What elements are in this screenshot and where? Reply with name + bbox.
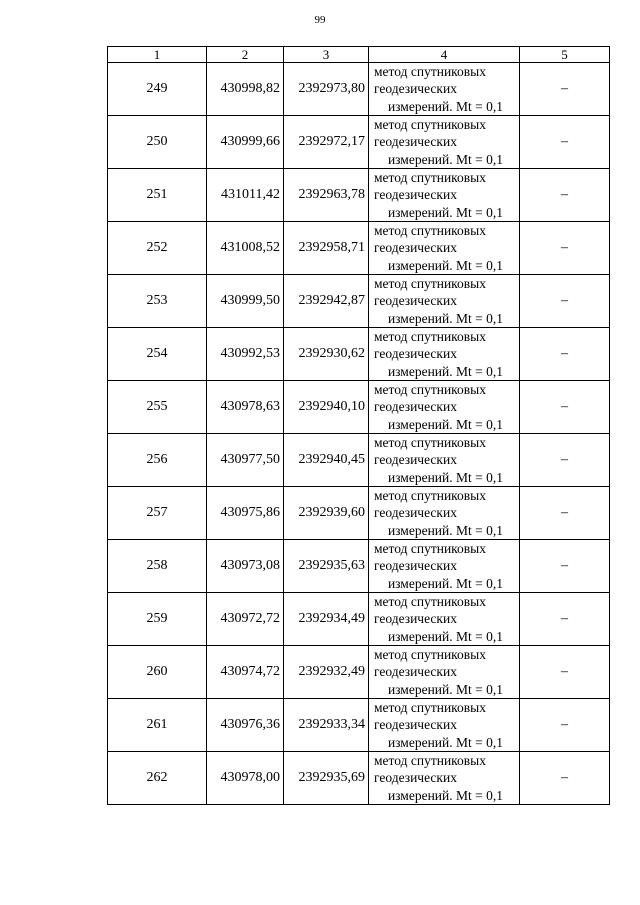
table-header-row <box>108 47 610 63</box>
point-number-cell: 253 <box>108 275 207 328</box>
point-number-cell: 254 <box>108 328 207 381</box>
table-row <box>108 434 610 487</box>
table-row <box>108 699 610 752</box>
method-line-1: метод спутниковых <box>374 541 486 556</box>
method-line-2: геодезических <box>374 187 457 203</box>
x-coordinate-cell: 430976,36 <box>207 699 284 752</box>
method-line-1: метод спутниковых <box>374 276 486 291</box>
method-line-1: метод спутниковых <box>374 117 486 132</box>
point-number-cell: 261 <box>108 699 207 752</box>
method-cell <box>369 699 520 752</box>
method-line-3: измерений. Mt = 0,1 <box>387 628 503 644</box>
method-line-3: измерений. Mt = 0,1 <box>387 787 503 803</box>
table-row <box>108 752 610 805</box>
method-line-2: геодезических <box>374 452 457 468</box>
table-row <box>108 275 610 328</box>
x-coordinate-cell: 430974,72 <box>207 646 284 699</box>
note-cell: – <box>520 328 610 381</box>
header-col-4: 4 <box>369 47 520 63</box>
method-cell <box>369 116 520 169</box>
point-number-cell: 257 <box>108 487 207 540</box>
method-line-3: измерений. Mt = 0,1 <box>387 204 503 220</box>
method-line-3: измерений. Mt = 0,1 <box>387 416 503 432</box>
note-cell: – <box>520 434 610 487</box>
point-number-cell: 251 <box>108 169 207 222</box>
method-line-3: измерений. Mt = 0,1 <box>387 522 503 538</box>
x-coordinate-cell: 431008,52 <box>207 222 284 275</box>
header-col-5: 5 <box>520 47 610 63</box>
point-number-cell: 252 <box>108 222 207 275</box>
x-coordinate-cell: 430972,72 <box>207 593 284 646</box>
table-row <box>108 63 610 116</box>
table-body <box>108 63 610 805</box>
method-line-3: измерений. Mt = 0,1 <box>387 681 503 697</box>
x-coordinate-cell: 430999,50 <box>207 275 284 328</box>
y-coordinate-cell: 2392973,80 <box>284 63 369 116</box>
point-number-cell: 255 <box>108 381 207 434</box>
table-row <box>108 646 610 699</box>
method-line-1: метод спутниковых <box>374 753 486 768</box>
method-line-2: геодезических <box>374 81 457 97</box>
method-line-3: измерений. Mt = 0,1 <box>387 469 503 485</box>
note-cell: – <box>520 63 610 116</box>
method-line-3: измерений. Mt = 0,1 <box>387 151 503 167</box>
table-row <box>108 540 610 593</box>
method-line-1: метод спутниковых <box>374 170 486 185</box>
x-coordinate-cell: 430998,82 <box>207 63 284 116</box>
y-coordinate-cell: 2392933,34 <box>284 699 369 752</box>
y-coordinate-cell: 2392963,78 <box>284 169 369 222</box>
method-line-3: измерений. Mt = 0,1 <box>387 257 503 273</box>
table-row <box>108 593 610 646</box>
y-coordinate-cell: 2392935,69 <box>284 752 369 805</box>
method-line-1: метод спутниковых <box>374 647 486 662</box>
method-line-1: метод спутниковых <box>374 435 486 450</box>
y-coordinate-cell: 2392932,49 <box>284 646 369 699</box>
note-cell: – <box>520 222 610 275</box>
method-line-1: метод спутниковых <box>374 594 486 609</box>
table-row <box>108 328 610 381</box>
note-cell: – <box>520 381 610 434</box>
y-coordinate-cell: 2392958,71 <box>284 222 369 275</box>
header-col-1: 1 <box>108 47 207 63</box>
method-cell <box>369 752 520 805</box>
method-line-2: геодезических <box>374 611 457 627</box>
y-coordinate-cell: 2392934,49 <box>284 593 369 646</box>
point-number-cell: 250 <box>108 116 207 169</box>
y-coordinate-cell: 2392939,60 <box>284 487 369 540</box>
point-number-cell: 262 <box>108 752 207 805</box>
method-cell <box>369 328 520 381</box>
point-number-cell: 249 <box>108 63 207 116</box>
header-col-3: 3 <box>284 47 369 63</box>
y-coordinate-cell: 2392930,62 <box>284 328 369 381</box>
note-cell: – <box>520 593 610 646</box>
method-cell <box>369 169 520 222</box>
table-row <box>108 169 610 222</box>
method-line-1: метод спутниковых <box>374 382 486 397</box>
method-line-2: геодезических <box>374 293 457 309</box>
x-coordinate-cell: 430973,08 <box>207 540 284 593</box>
method-line-3: измерений. Mt = 0,1 <box>387 363 503 379</box>
table-row <box>108 487 610 540</box>
table-row <box>108 381 610 434</box>
note-cell: – <box>520 752 610 805</box>
method-line-1: метод спутниковых <box>374 223 486 238</box>
y-coordinate-cell: 2392935,63 <box>284 540 369 593</box>
method-line-3: измерений. Mt = 0,1 <box>387 98 503 114</box>
x-coordinate-cell: 430992,53 <box>207 328 284 381</box>
method-line-2: геодезических <box>374 505 457 521</box>
method-line-2: геодезических <box>374 399 457 415</box>
method-line-3: измерений. Mt = 0,1 <box>387 310 503 326</box>
y-coordinate-cell: 2392940,45 <box>284 434 369 487</box>
method-line-2: геодезических <box>374 664 457 680</box>
method-line-1: метод спутниковых <box>374 488 486 503</box>
method-cell <box>369 434 520 487</box>
note-cell: – <box>520 169 610 222</box>
note-cell: – <box>520 275 610 328</box>
note-cell: – <box>520 540 610 593</box>
method-cell <box>369 381 520 434</box>
x-coordinate-cell: 430978,63 <box>207 381 284 434</box>
x-coordinate-cell: 430977,50 <box>207 434 284 487</box>
header-col-2: 2 <box>207 47 284 63</box>
point-number-cell: 258 <box>108 540 207 593</box>
table-row <box>108 116 610 169</box>
method-line-2: геодезических <box>374 558 457 574</box>
page-number: 99 <box>314 14 326 26</box>
note-cell: – <box>520 487 610 540</box>
method-cell <box>369 646 520 699</box>
coordinates-table <box>107 46 610 805</box>
point-number-cell: 259 <box>108 593 207 646</box>
method-line-1: метод спутниковых <box>374 64 486 79</box>
x-coordinate-cell: 430975,86 <box>207 487 284 540</box>
method-line-1: метод спутниковых <box>374 329 486 344</box>
x-coordinate-cell: 430999,66 <box>207 116 284 169</box>
method-cell <box>369 593 520 646</box>
note-cell: – <box>520 646 610 699</box>
note-cell: – <box>520 699 610 752</box>
method-cell <box>369 222 520 275</box>
method-line-2: геодезических <box>374 134 457 150</box>
method-cell <box>369 487 520 540</box>
y-coordinate-cell: 2392942,87 <box>284 275 369 328</box>
table-row <box>108 222 610 275</box>
method-line-3: измерений. Mt = 0,1 <box>387 575 503 591</box>
note-cell: – <box>520 116 610 169</box>
method-line-3: измерений. Mt = 0,1 <box>387 734 503 750</box>
method-cell <box>369 63 520 116</box>
method-cell <box>369 540 520 593</box>
point-number-cell: 256 <box>108 434 207 487</box>
y-coordinate-cell: 2392972,17 <box>284 116 369 169</box>
y-coordinate-cell: 2392940,10 <box>284 381 369 434</box>
method-line-2: геодезических <box>374 770 457 786</box>
method-line-1: метод спутниковых <box>374 700 486 715</box>
method-cell <box>369 275 520 328</box>
method-line-2: геодезических <box>374 346 457 362</box>
method-line-2: геодезических <box>374 717 457 733</box>
x-coordinate-cell: 431011,42 <box>207 169 284 222</box>
point-number-cell: 260 <box>108 646 207 699</box>
x-coordinate-cell: 430978,00 <box>207 752 284 805</box>
method-line-2: геодезических <box>374 240 457 256</box>
